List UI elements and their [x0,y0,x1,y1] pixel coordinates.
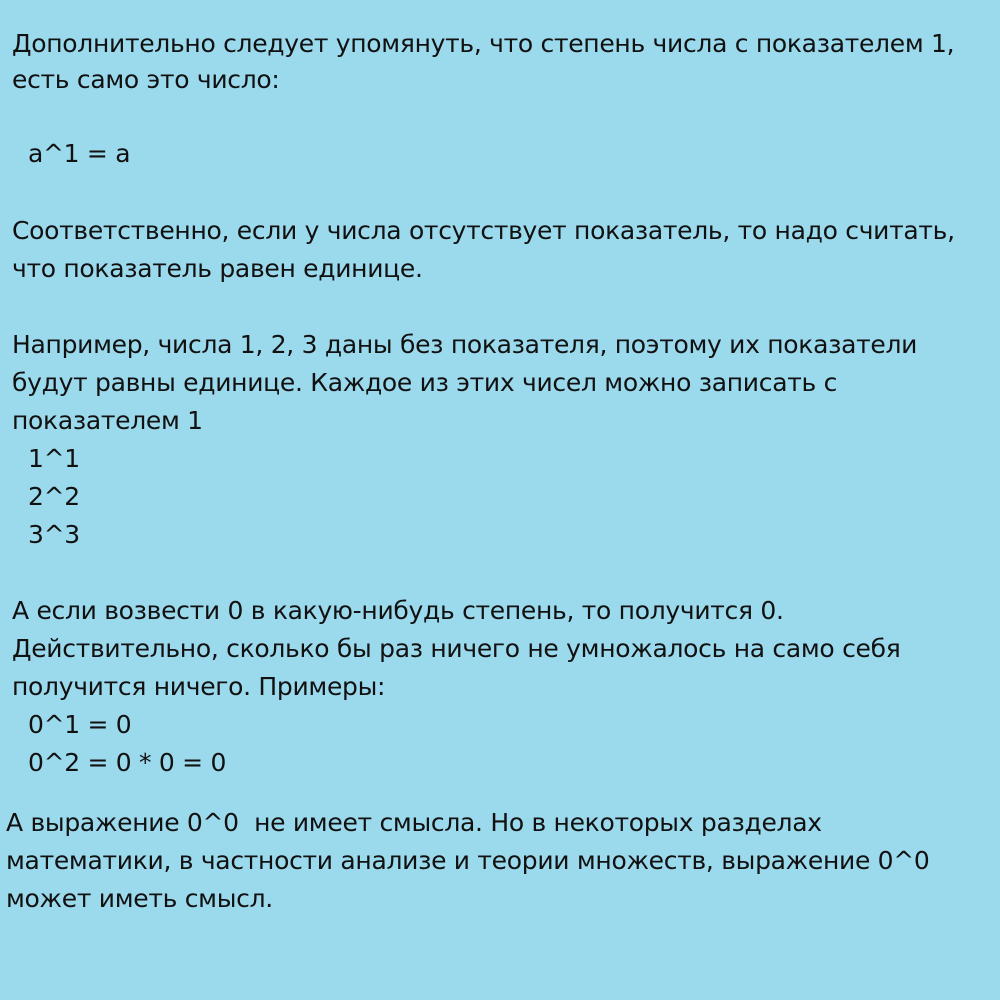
example-2: 2^2 [28,482,80,511]
paragraph-4-line-1: А если возвести 0 в какую-нибудь степень, то получится 0. [12,596,784,625]
zero-example-2: 0^2 = 0 * 0 = 0 [28,748,227,777]
paragraph-1-line-2: есть само это число: [12,65,280,94]
paragraph-2-line-2: что показатель равен единице. [12,254,423,283]
paragraph-3-line-3: показателем 1 [12,406,203,435]
paragraph-4-line-2: Действительно, сколько бы раз ничего не умножалось на само себя [12,634,901,663]
zero-example-1: 0^1 = 0 [28,710,132,739]
paragraph-3-line-1: Например, числа 1, 2, 3 даны без показателя, поэтому их показатели [12,330,918,359]
paragraph-1-line-1: Дополнительно следует упомянуть, что степень числа с показателем 1, [12,29,955,58]
example-1: 1^1 [28,444,80,473]
paragraph-3-line-2: будут равны единице. Каждое из этих чисел можно записать с [12,368,838,397]
paragraph-5-line-2: математики, в частности анализе и теории множеств, выражение 0^0 [6,846,930,875]
paragraph-5-line-1: А выражение 0^0 не имеет смысла. Но в некоторых разделах [6,808,822,837]
paragraph-2-line-1: Соответственно, если у числа отсутствует показатель, то надо считать, [12,216,955,245]
paragraph-5-line-3: может иметь смысл. [6,884,273,913]
example-3: 3^3 [28,520,80,549]
paragraph-4-line-3: получится ничего. Примеры: [12,672,386,701]
formula-a-power-1: a^1 = a [28,139,131,168]
